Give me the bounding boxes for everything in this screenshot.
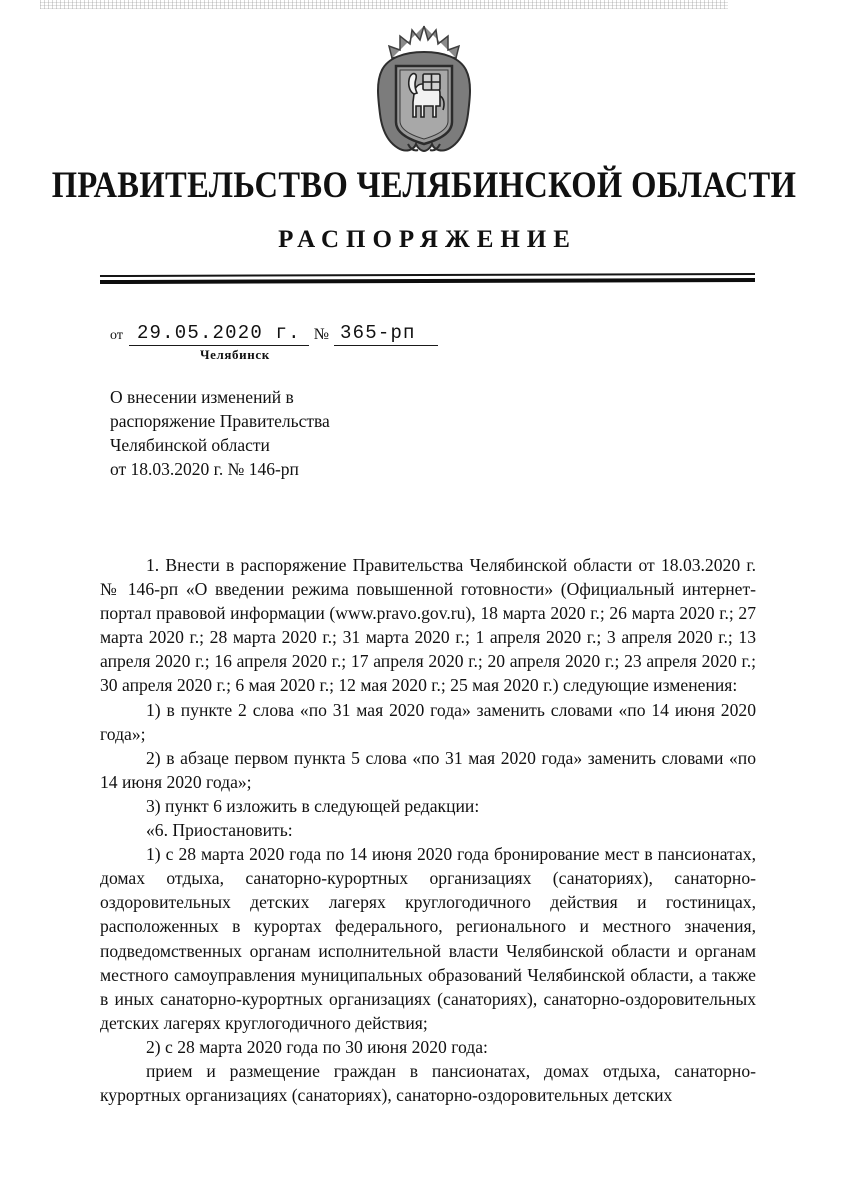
subject-block <box>110 385 410 482</box>
body-paragraph-7: 2) с 28 марта 2020 года по 30 июня 2020 года: <box>146 1036 488 1057</box>
city-label: Челябинск <box>200 347 270 362</box>
emblem-container <box>0 22 848 158</box>
document-date: 29.05.2020 г. <box>129 322 309 346</box>
subject-line-4: от 18.03.2020 г. № 146-рп <box>110 459 299 480</box>
document-number: 365-рп <box>334 322 438 346</box>
header-divider <box>100 273 755 284</box>
body-paragraph-8: прием и размещение граждан в пансионатах, домах отдыха, санаторно-курортных организациях (санаториях), санаторно-оздоровительных детских <box>100 1060 756 1106</box>
subject-line-1: О внесении изменений в <box>110 387 294 407</box>
body-paragraph-1: 1. Внести в распоряжение Правительства Челябинской области от 18.03.2020 г. № 146-рп «О введении режима повышенной готовности» (Официальный интернет-портал правовой информации (www.pravo.gov.ru), 18 марта 2020 г.; 26 марта 2020 г.; 27 марта 2020 г.; 28 марта 2020 г.; 31 марта 2020 г.; 1 апреля 2020 г.; 3 апреля 2020 г.; 13 апреля 2020 г.; 16 апреля 2020 г.; 17 апреля 2020 г.; 20 апреля 2020 г.; 23 апреля 2020 г.; 30 апреля 2020 г.; 6 мая 2020 г.; 12 мая 2020 г.; 25 мая 2020 г.) следующие изменения: <box>100 555 756 696</box>
document-body <box>100 553 756 1107</box>
body-paragraph-4: 3) пункт 6 изложить в следующей редакции: <box>146 795 480 816</box>
body-paragraph-6: 1) с 28 марта 2020 года по 14 июня 2020 года бронирование мест в пансионатах, домах отдыха, санаторно-курортных организациях (санаториях), санаторно-оздоровительных детских лагерях круглогодичного действия и гостиницах, расположенных в курортах федерального, регионального и местного значения, подведомственных органам исполнительной власти Челябинской области и органам местного самоуправления муниципальных образований Челябинской области, а также в иных санаторно-курортных организациях (санаториях), санаторно-оздоровительных детских лагерях круглогодичного действия; <box>100 844 756 1033</box>
document-kind-title: РАСПОРЯЖЕНИЕ <box>278 226 577 253</box>
body-paragraph-5: «6. Приостановить: <box>146 820 293 841</box>
body-paragraph-2: 1) в пункте 2 слова «по 31 мая 2020 года» заменить словами «по 14 июня 2020 года»; <box>100 699 756 744</box>
page-bottom-cutoff <box>0 1186 848 1200</box>
numero-sign: № <box>313 326 330 343</box>
date-prefix-label: от <box>110 328 123 343</box>
page-title: ПРАВИТЕЛЬСТВО ЧЕЛЯБИНСКОЙ ОБЛАСТИ <box>51 165 797 206</box>
scan-edge-noise <box>40 0 728 9</box>
body-paragraph-3: 2) в абзаце первом пункта 5 слова «по 31 мая 2020 года» заменить словами «по 14 июня 2020 года»; <box>100 747 756 792</box>
divider-line-thick <box>100 278 755 284</box>
date-and-number-line <box>110 322 438 346</box>
subject-line-3: Челябинской области <box>110 435 270 456</box>
subject-line-2: распоряжение Правительства <box>110 411 330 432</box>
coat-of-arms-icon <box>364 22 484 158</box>
